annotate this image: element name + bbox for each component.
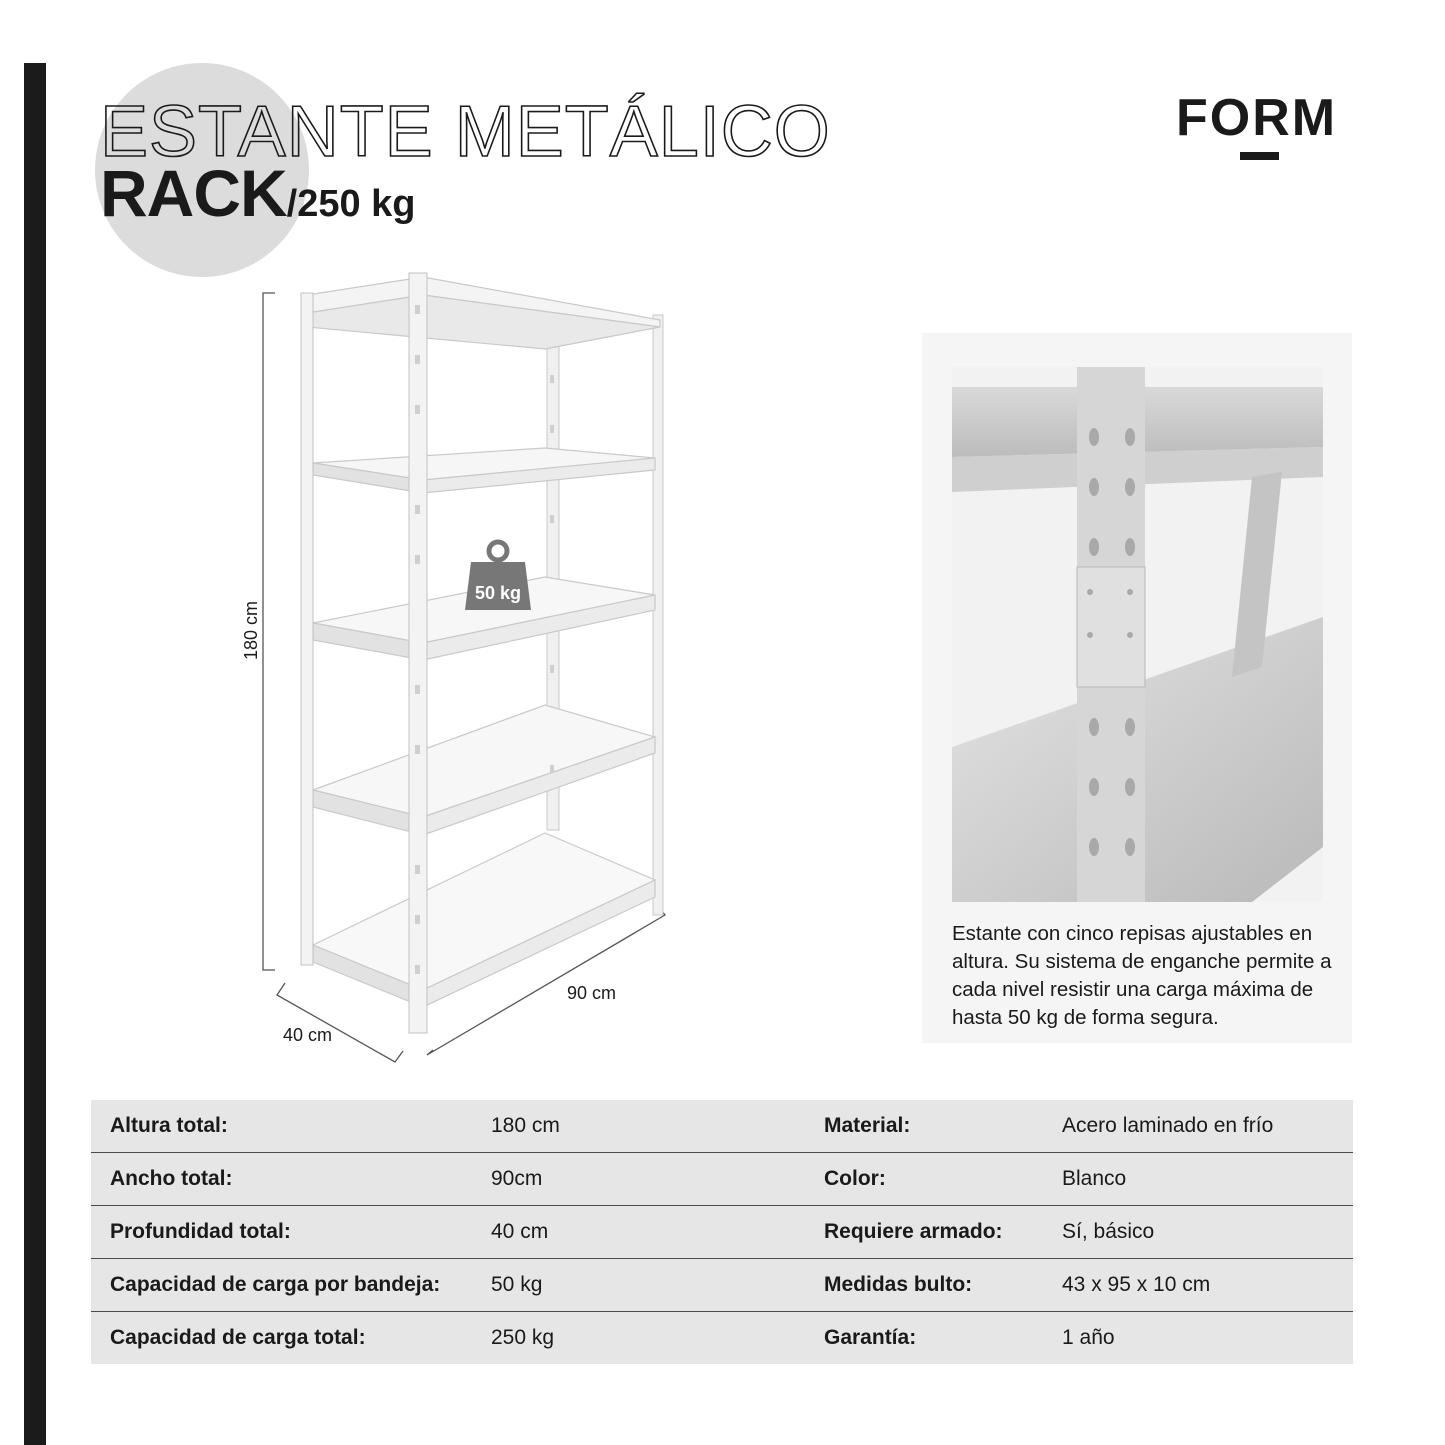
spec-value: Sí, básico <box>1062 1220 1155 1243</box>
spec-label: Altura total: <box>110 1114 228 1137</box>
spec-value: Acero laminado en frío <box>1062 1114 1274 1137</box>
specs-row <box>91 1259 1353 1312</box>
specs-row <box>91 1312 1353 1364</box>
brand-logo: FORM <box>1176 89 1338 147</box>
spec-label: Ancho total: <box>110 1167 233 1190</box>
spec-label: Requiere armado: <box>824 1220 1003 1243</box>
spec-value: 43 x 95 x 10 cm <box>1062 1273 1211 1296</box>
shelves <box>307 277 660 1007</box>
spec-label: Capacidad de carga total: <box>110 1326 366 1349</box>
spec-value: 250 kg <box>491 1326 555 1349</box>
specs-row <box>91 1100 1353 1153</box>
weight-badge-label: 50 kg <box>474 583 522 603</box>
spec-label: Material: <box>824 1114 911 1137</box>
width-dimension-label: 90 cm <box>567 983 617 1003</box>
product-title-line2 <box>100 156 416 230</box>
spec-value: 90cm <box>491 1167 543 1190</box>
spec-label: Color: <box>824 1167 886 1190</box>
left-accent-bar <box>24 63 46 1445</box>
brand-logo-underline <box>1240 152 1279 160</box>
spec-value: 40 cm <box>491 1220 549 1243</box>
spec-label: Medidas bulto: <box>824 1273 973 1296</box>
depth-dimension-label: 40 cm <box>283 1025 333 1045</box>
spec-label: Garantía: <box>824 1326 917 1349</box>
specs-row <box>91 1153 1353 1206</box>
detail-caption: Estante con cinco repisas ajustables en altura. Su sistema de enganche permite a cada nivel resistir una carga máxima de hasta 50 kg de forma segura. <box>952 922 1332 1029</box>
spec-value: 50 kg <box>491 1273 543 1296</box>
shelf-diagram <box>255 265 685 1075</box>
product-title-line1: ESTANTE METÁLICO <box>100 92 831 172</box>
specs-table <box>91 1100 1353 1364</box>
spec-value: 1 año <box>1062 1326 1115 1349</box>
specs-row <box>91 1206 1353 1259</box>
detail-photo <box>952 367 1323 902</box>
product-name: RACK <box>100 156 287 230</box>
spec-value: Blanco <box>1062 1167 1127 1190</box>
spec-label: Profundidad total: <box>110 1220 291 1243</box>
height-dimension-label: 180 cm <box>241 600 262 661</box>
spec-label: Capacidad de carga por bandeja: <box>110 1273 441 1296</box>
spec-value: 180 cm <box>491 1114 560 1137</box>
product-capacity: /250 kg <box>286 183 416 225</box>
